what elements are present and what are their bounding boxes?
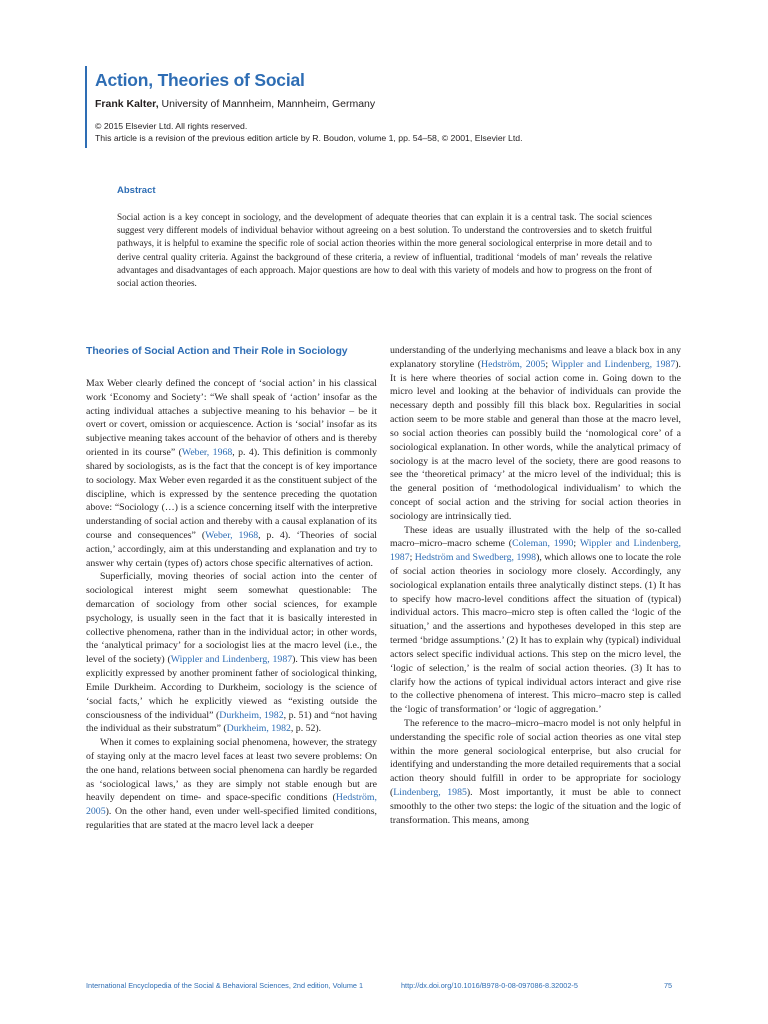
citation-link[interactable]: Coleman, 1990 (512, 538, 574, 550)
citation-link[interactable]: Weber, 1968 (181, 447, 233, 459)
right-column (390, 344, 681, 827)
paragraph-text: The reference to the macro–micro–macro model is not only helpful in understanding the specific role of social action theories as one vital step within the more general sociological enterprise, but also crucial for identifying and understanding the more detailed requirements that a social action theory should fulfill in order to be appropriate for sociology ( (390, 717, 681, 798)
paragraph-text: ). Most importantly, it must be able to connect smoothly to the other two steps: the logic of the situation and the logic of transformation. This means, among (390, 787, 681, 826)
article-title: Action, Theories of Social (95, 70, 305, 90)
paragraph (86, 377, 377, 570)
footer-doi-link[interactable]: http://dx.doi.org/10.1016/B978-0-08-097086-8.32002-5 (401, 981, 578, 990)
citation-link[interactable]: Lindenberg, 1985 (393, 787, 467, 798)
section-heading: Theories of Social Action and Their Role in Sociology (86, 345, 348, 357)
paragraph-text: ). On the other hand, even under well-specified limited conditions, regularities that are stated at the macro level lack a deeper (86, 806, 377, 831)
paragraph-text: ). It is here where theories of social action come in. Going down to the micro level and looking at the behavior of individuals can provide the necessary depth and possibly fill this black box. Regularities in social action seem to be more stable and general than those at the macro level, so social action theories can possibly build the ‘nomological core’ of a sociological explanation. In other words, while the analytical primacy of sociology is at the macro level of the society, there are good reasons to see the ‘theoretical primacy’ at the micro level of the individual; this is the general position of ‘methodological individualism’ to which the concept of social action and the striving for social action theories in sociology are intrinsically tied. (390, 358, 681, 522)
paragraph-text: These ideas are usually illustrated with the help of the so-called macro–micro–macro scheme ( (390, 524, 681, 550)
paragraph-text: , p. 51) and “not having the individual as their substratum” ( (86, 709, 377, 735)
copyright-line: © 2015 Elsevier Ltd. All rights reserved. (95, 121, 248, 131)
citation-link[interactable]: Weber, 1968 (205, 529, 259, 541)
citation-link[interactable]: Hedström and Swedberg, 1998 (414, 552, 537, 564)
paragraph-text: ; (409, 552, 415, 564)
paragraph (390, 344, 681, 524)
revision-note: This article is a revision of the previous edition article by R. Boudon, volume 1, pp. 54–58, © 2001, Elsevier Ltd. (95, 133, 523, 143)
article-header (85, 66, 685, 148)
article-meta (95, 120, 685, 144)
citation-link[interactable]: Wippler and Lindenberg, 1987 (551, 358, 676, 370)
left-column (86, 344, 377, 833)
author-line (95, 97, 685, 111)
citation-link[interactable]: Hedström, 2005 (481, 358, 546, 370)
footer-source: International Encyclopedia of the Social & Behavioral Sciences, 2nd edition, Volume 1 (86, 981, 364, 990)
abstract-heading: Abstract (117, 185, 156, 196)
author-name: Frank Kalter, (95, 98, 159, 110)
paragraph (86, 570, 377, 736)
paragraph (86, 736, 377, 833)
paragraph-text: , p. 4). This definition is commonly shared by sociologists, as is the fact that the concept is of key importance to sociology. Max Weber even regarded it as the constituent subject of the discipline, which is expressed by the sentence preceding the quotation above: “Sociology (…) is a science concerning itself with the interpretive understanding of social action and thereby with a causal explanation of its course and consequences” ( (86, 447, 378, 541)
paragraph-text: understanding of the underlying mechanisms and leave a black box in any explanatory storyline ( (390, 345, 681, 370)
citation-link[interactable]: Wippler and Lindenberg, 1987 (170, 654, 293, 666)
paragraph-text: ), which allows one to locate the role of social action theories in sociology more closely. Accordingly, any sociological explanation entails three analytically distinct steps. (1) It has to specify how macro-level conditions affect the situation of (typical) individual actors. This macro–micro step is often called the ‘logic of the situation,’ and the assertions and hypotheses developed in this step are termed ‘bridge assumptions.’ (2) It has to explain why (typical) individual actors select specific individual actions. This step on the micro level, the ‘logic of selection,’ is the realm of social action theories. (3) It has to clarify how the actions of typical individual actors interact and give rise to the collective phenomena of interest. This micro–macro step is called the ‘logic of transformation’ or ‘logic of aggregation.’ (390, 552, 681, 716)
paragraph-text: ). This view has been explicitly expressed by another prominent father of sociological thinking, Emile Durkheim. According to Durkheim, sociology is the science of ‘social facts,’ which he explicitly viewed as “existing outside the consciousness of the individual” ( (86, 654, 377, 721)
paragraph-text: , p. 52). (290, 723, 322, 735)
author-affiliation: University of Mannheim, Mannheim, Germany (158, 98, 376, 110)
citation-link[interactable]: Durkheim, 1982 (226, 723, 291, 735)
paragraph-text: , p. 4). ‘Theories of social action,’ accordingly, aim at this understanding and explanation and try to answer why certain (types of) actors chose specific alternatives of action. (86, 529, 378, 569)
paragraph-text: ; (545, 358, 552, 370)
paragraph-text: ; (573, 538, 580, 550)
citation-link[interactable]: Durkheim, 1982 (219, 709, 284, 721)
paragraph-text: Max Weber clearly defined the concept of ‘social action’ in his classical work ‘Economy and Society’: “We shall speak of ‘action’ insofar as the acting individual attaches a subjective meaning to his behavior – be it overt or covert, omission or acquiescence. Action is ‘social’ insofar as its subjective meaning takes account of the behavior of others and is thereby oriented in its course” ( (86, 378, 377, 459)
paragraph-text: Superficially, moving theories of social action into the center of sociological interest might seem somewhat questionable: The demarcation of sociology from other social sciences, for example psychology, is usually seen in the fact that it is basically interested in collective phenomena, rather than in the individual actor; in other words, the ‘analytical primacy’ for a sociologist lies at the macro level (i.e., the level of the society) ( (86, 571, 377, 666)
citation-link[interactable]: Hedström, 2005 (86, 792, 377, 818)
citation-link[interactable]: Wippler and Lindenberg, 1987 (390, 538, 681, 564)
paragraph (390, 717, 681, 828)
page-number: 75 (664, 981, 673, 990)
paragraph (390, 524, 681, 717)
paragraph-text: When it comes to explaining social phenomena, however, the strategy of staying only at the macro level faces at least two severe problems: On the one hand, relations between social phenomena can hardly be regarded as ‘sociological laws,’ as they are simply not stable enough but are heavily dependent on time- and space-specific conditions ( (86, 737, 377, 804)
abstract-text: Social action is a key concept in sociology, and the development of adequate theories that can explain it is a central task. The social sciences suggest very different models of individual behavior without agreeing on a best solution. To understand the controversies and to sketch fruitful pathways, it is helpful to examine the specific role of social action theories within the more general sociological enterprise in more detail and to derive central quality criteria. Against the background of these criteria, a review of influential, traditional ‘models of man’ reveals the relative advantages and disadvantages of each approach. Major questions are how to deal with this variety of models and how to progress on the front of social action theories. (117, 212, 652, 289)
